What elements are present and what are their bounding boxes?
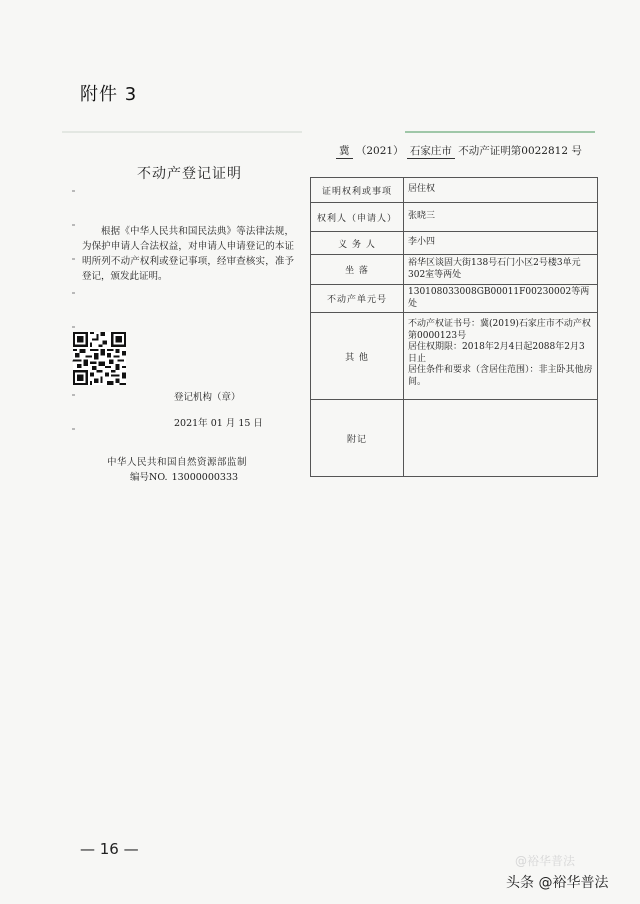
- row-label: 证明权利或事项: [311, 178, 404, 203]
- row-label: 义 务 人: [311, 232, 404, 255]
- serial-label: 编号NO.: [130, 472, 168, 483]
- table-row: [311, 285, 598, 313]
- row-value: 李小四: [404, 232, 598, 255]
- source-watermark: 头条 @裕华普法: [506, 875, 609, 891]
- serial-value: 13000000333: [171, 472, 239, 483]
- cert-province: 冀: [336, 143, 353, 159]
- top-divider-left: [62, 131, 302, 133]
- certificate-statement: 根据《中华人民共和国民法典》等法律法规，为保护申请人合法权益，对申请人申请登记的本证明所列不动产权利或登记事项，经审查核实，准予登记，颁发此证明。: [82, 226, 294, 282]
- table-row: [311, 255, 598, 285]
- issue-date: 2021年 01 月 15 日: [174, 418, 263, 429]
- table-row-notes: [311, 400, 598, 477]
- issuing-authority-seal: 登记机构（章）: [174, 392, 241, 403]
- other-label: 其 他: [311, 313, 404, 400]
- row-label: 不动产单元号: [311, 285, 404, 313]
- row-label: 坐 落: [311, 255, 404, 285]
- serial-number: [130, 469, 238, 483]
- other-line: 不动产权证书号：冀(2019)石家庄市不动产权第0000123号: [408, 319, 591, 341]
- certificate-number: [336, 143, 582, 159]
- row-value: 居住权: [404, 178, 598, 203]
- ministry-line: 中华人民共和国自然资源部监制: [107, 457, 248, 468]
- registration-table: [310, 177, 598, 477]
- cert-year: （2021）: [355, 145, 404, 157]
- binding-marks: [72, 190, 76, 450]
- table-row: [311, 178, 598, 203]
- other-line: 居住权期限：2018年2月4日起2088年2月3日止: [408, 342, 585, 364]
- other-line: 居住条件和要求（含居住范围）：非主卧其他房间。: [408, 365, 593, 387]
- cert-city: 石家庄市: [407, 143, 455, 159]
- other-value: [404, 313, 598, 400]
- table-row-other: [311, 313, 598, 400]
- cert-text: 不动产证明第0022812: [458, 145, 569, 157]
- table-row: [311, 232, 598, 255]
- row-value: 130108033008GB00011F00230002等两处: [404, 285, 598, 313]
- table-row: [311, 203, 598, 232]
- certificate-title: 不动产登记证明: [137, 166, 242, 182]
- page-number: — 16 —: [80, 840, 139, 858]
- notes-label: 附记: [311, 400, 404, 477]
- notes-value: [404, 400, 598, 477]
- attachment-label: 附件 3: [80, 84, 138, 105]
- row-value: 裕华区谈固大街138号石门小区2号楼3单元302室等两处: [404, 255, 598, 285]
- faint-watermark: @裕华普法: [515, 854, 576, 868]
- qr-code-icon: [73, 332, 126, 385]
- row-label: 权利人（申请人）: [311, 203, 404, 232]
- row-value: 张晓三: [404, 203, 598, 232]
- cert-suffix: 号: [571, 145, 582, 157]
- top-divider-right: [405, 131, 595, 133]
